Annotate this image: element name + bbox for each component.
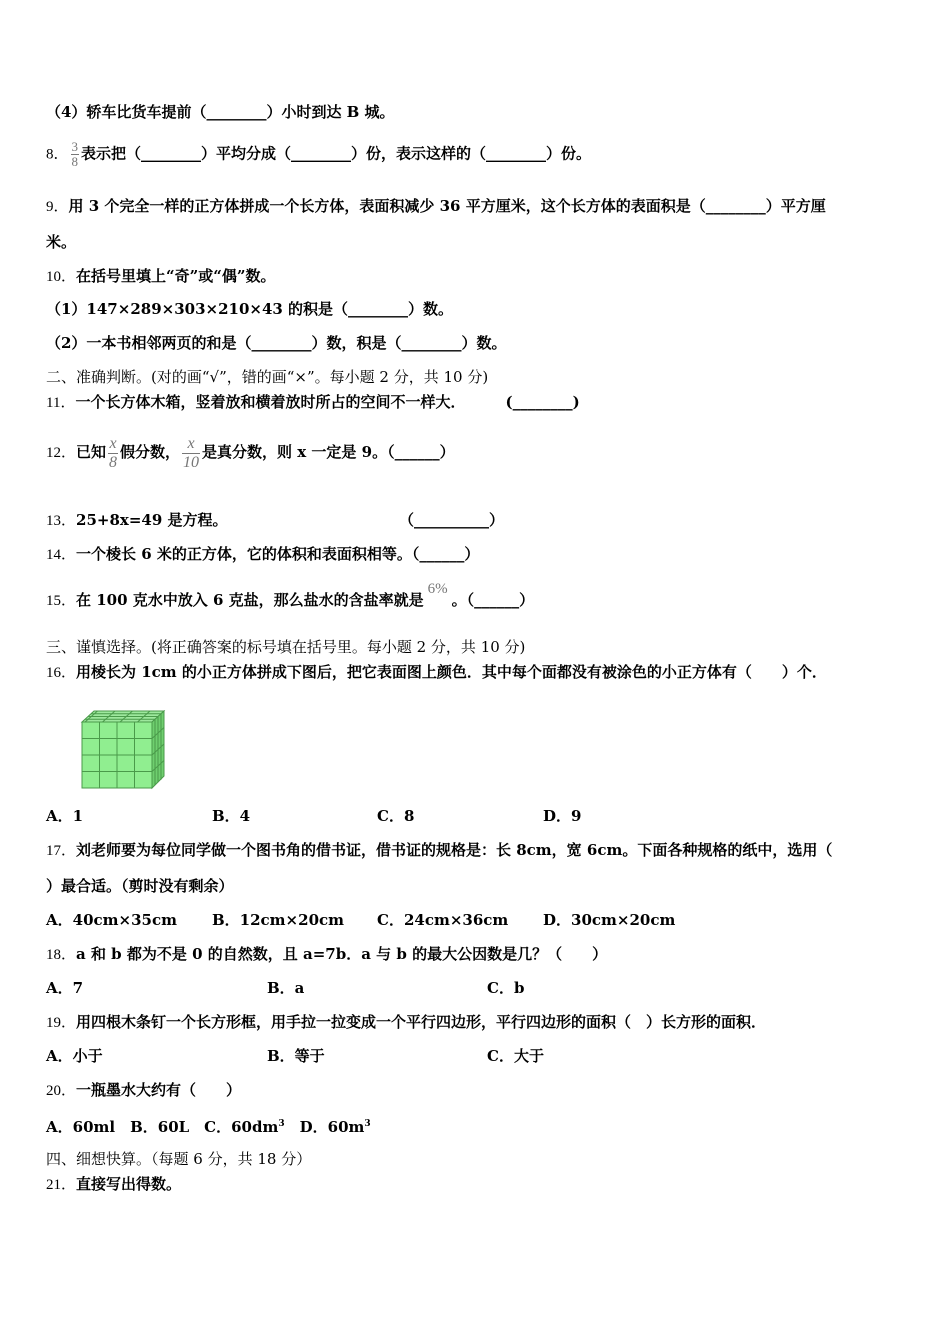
q17-option-a: A．40cm×35cm — [46, 911, 177, 929]
question-19: 19．用四根木条钉一个长方形框，用手拉一拉变成一个平行四边形，平行四边形的面积（ ）长方形的面积． — [46, 1013, 767, 1031]
q18-option-c: C．b — [487, 979, 525, 997]
q8-text: 表示把（________）平均分成（________）份，表示这样的（________）份。 — [81, 144, 592, 163]
question-11: 11．一个长方体木箱，竖着放和横着放时所占的空间不一样大． (________) — [46, 393, 580, 411]
question-14: 14．一个棱长 6 米的正方体，它的体积和表面积相等。（______） — [46, 545, 480, 563]
question-10: 10．在括号里填上“奇”或“偶”数。 — [46, 267, 276, 285]
question-8 — [46, 140, 591, 169]
question-17-cont: ）最合适。（剪时没有剩余） — [46, 877, 234, 895]
q12-fraction-1: $\frac{x}{8}$ — [109, 434, 118, 471]
question-20: 20．一瓶墨水大约有（ ） — [46, 1081, 242, 1099]
q16-option-b: B．4 — [212, 807, 251, 825]
question-15: 15．在 100 克水中放入 6 克盐，那么盐水的含盐率就是6%。（______） — [46, 581, 535, 609]
question-9: 9．用 3 个完全一样的正方体拼成一个长方体，表面积减少 36 平方厘米，这个长方体的表面积是（________）平方厘 — [46, 197, 826, 215]
section-4-title: 四、细想快算。（每题 6 分，共 18 分） — [46, 1150, 312, 1168]
question-16: 16．用棱长为 1cm 的小正方体拼成下图后，把它表面图上颜色．其中每个面都没有被涂色的小正方体有（ ）个． — [46, 663, 827, 681]
section-3-title: 三、谨慎选择。(将正确答案的标号填在括号里。每小题 2 分，共 10 分) — [46, 638, 526, 656]
question-18: 18．a 和 b 都为不是 0 的自然数，且 a=7b．a 与 b 的最大公因数是几？（ ） — [46, 945, 608, 963]
question-12: 12．已知 $\frac{x}{8}$ 假分数， $\frac{x}{10}$ 是真分数，则 x 一定是 9。（______） — [46, 434, 455, 471]
q16-option-d: D．9 — [543, 807, 582, 825]
q20-options: A．60ml B．60L C．$60dm^3$ D．$60m^3$ — [46, 1118, 371, 1136]
q12-fraction-2: $\frac{x}{10}$ — [183, 434, 200, 471]
question-9-cont: 米。 — [46, 233, 77, 251]
q17-option-b: B．12cm×20cm — [212, 911, 345, 929]
q19-option-b: B．等于 — [267, 1047, 325, 1065]
q7-part4: （4）轿车比货车提前（________）小时到达 B 城。 — [46, 103, 395, 121]
question-17: 17．刘老师要为每位同学做一个图书角的借书证，借书证的规格是：长 8cm，宽 6cm。下面各种规格的纸中，选用（ — [46, 841, 833, 859]
q8-fraction: $\frac{3}{8}$ — [71, 139, 79, 169]
q17-option-c: C．24cm×36cm — [377, 911, 509, 929]
cube-figure — [80, 710, 166, 792]
q19-option-c: C．大于 — [487, 1047, 544, 1065]
q15-percent: 6% — [427, 581, 448, 597]
q18-option-b: B．a — [267, 979, 305, 997]
q16-option-c: C．8 — [377, 807, 415, 825]
q19-option-a: A．小于 — [46, 1047, 103, 1065]
q8-number: 8． — [46, 146, 69, 163]
question-13: 13．25+8x=49 是方程。 （__________） — [46, 511, 505, 529]
question-21: 21．直接写出得数。 — [46, 1175, 182, 1193]
q10-part1: （1）147×289×303×210×43 的积是（________）数。 — [46, 300, 454, 318]
q16-option-a: A．1 — [46, 807, 84, 825]
q18-option-a: A．7 — [46, 979, 84, 997]
section-2-title: 二、准确判断。(对的画“√”，错的画“×”。每小题 2 分，共 10 分) — [46, 368, 489, 386]
q17-option-d: D．30cm×20cm — [543, 911, 676, 929]
q10-part2: （2）一本书相邻两页的和是（________）数，积是（________）数。 — [46, 334, 507, 352]
